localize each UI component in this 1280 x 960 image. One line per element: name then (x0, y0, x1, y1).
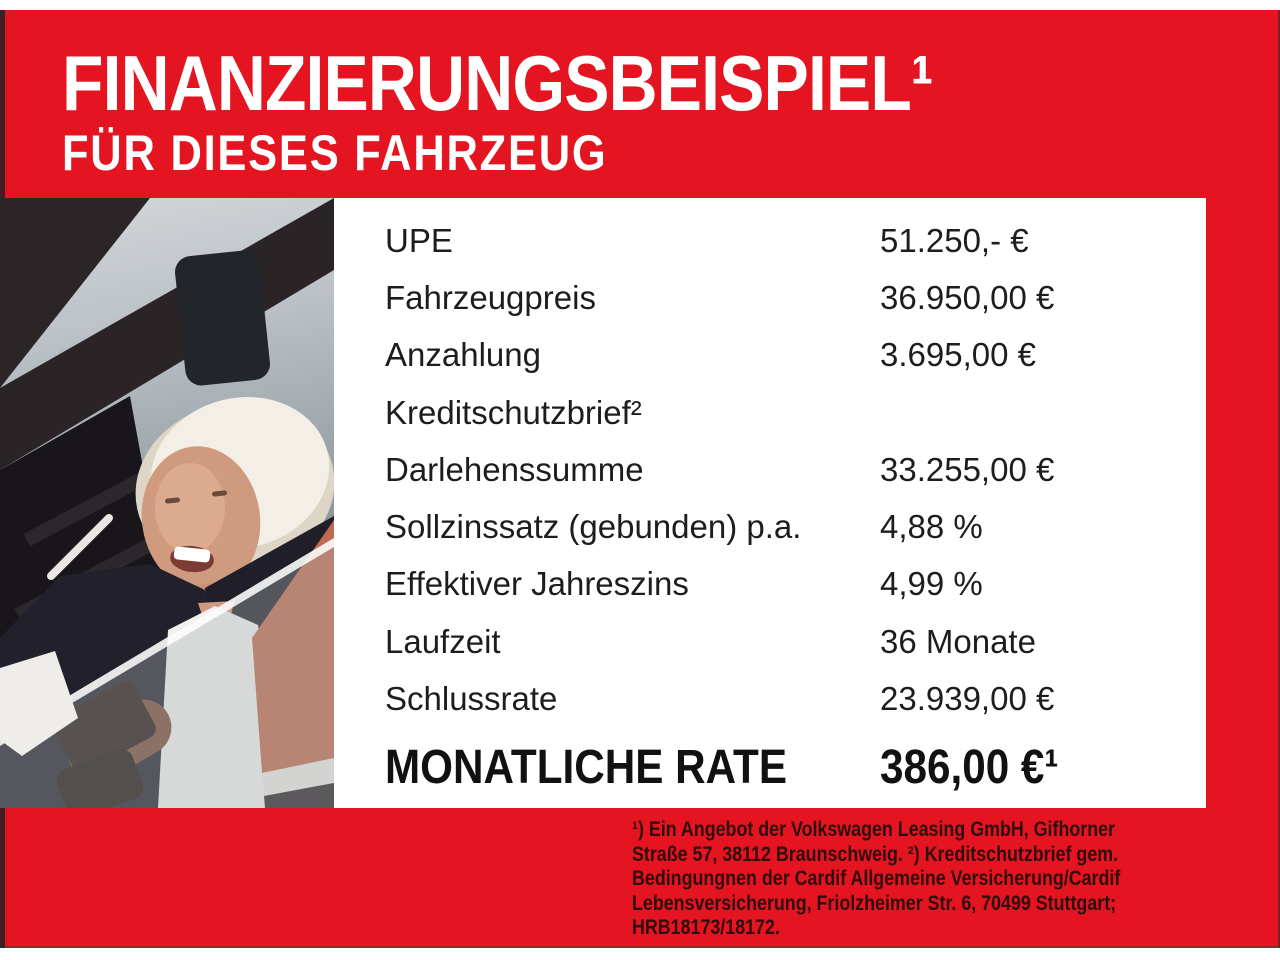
table-row (385, 212, 1195, 269)
table-row (385, 670, 1195, 727)
row-value: 4,88 % (880, 508, 983, 546)
table-row (385, 613, 1195, 670)
table-row (385, 269, 1195, 326)
footnote-line: ¹) Ein Angebot der Volkswagen Leasing GmbH, Gifhorner (632, 818, 1115, 841)
photo-shape-side-mirror (173, 249, 271, 387)
footnote-line: Straße 57, 38112 Braunschweig. ²) Kreditschutzbrief gem. (632, 842, 1119, 866)
table-row (385, 441, 1195, 498)
photo-woman-in-car (0, 198, 334, 808)
legal-footnote (632, 818, 1207, 941)
table-row (385, 327, 1195, 384)
row-label: Kreditschutzbrief² (385, 393, 642, 431)
footnote-line: HRB18173/18172. (632, 916, 780, 940)
row-value: 33.255,00 € (880, 450, 1055, 488)
photo-shape-cheek (155, 463, 225, 553)
row-value: 36 Monate (880, 622, 1036, 660)
financing-table (385, 198, 1195, 808)
footnote-line: Bedingungnen der Cardif Allgemeine Versicherung/Cardif (632, 867, 1121, 891)
row-label: Anzahlung (385, 336, 541, 374)
row-label: Darlehenssumme (385, 450, 644, 488)
row-label: Effektiver Jahreszins (385, 565, 689, 603)
row-label: MONATLICHE RATE (385, 741, 788, 795)
row-label: UPE (385, 221, 453, 259)
page-subtitle: FÜR DIESES FAHRZEUG (62, 125, 608, 181)
row-value: 4,99 % (880, 565, 983, 603)
row-label: Fahrzeugpreis (385, 278, 596, 316)
row-label: Laufzeit (385, 622, 501, 660)
row-label: Sollzinssatz (gebunden) p.a. (385, 508, 802, 546)
row-value: 51.250,- € (880, 221, 1029, 259)
table-row (385, 384, 1195, 441)
table-row (385, 556, 1195, 613)
monthly-rate-row (385, 728, 1195, 808)
footnote-line: Lebensversicherung, Friolzheimer Str. 6, 70499 Stuttgart; (632, 891, 1117, 915)
row-value: 386,00 €¹ (880, 741, 1059, 795)
row-value: 36.950,00 € (880, 278, 1055, 316)
page-title: FINANZIERUNGSBEISPIEL¹ (62, 39, 933, 127)
row-label: Schlussrate (385, 680, 558, 718)
row-value: 23.939,00 € (880, 680, 1055, 718)
row-value: 3.695,00 € (880, 336, 1036, 374)
table-row (385, 498, 1195, 555)
